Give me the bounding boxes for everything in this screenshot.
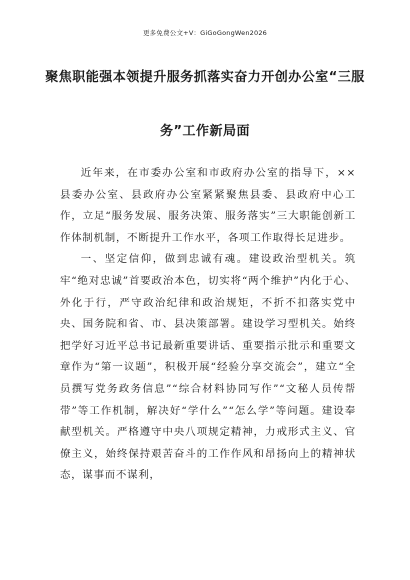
document-title-line-1: 聚焦职能强本领提升服务抓落实奋力开创办公室“三服 (45, 70, 365, 85)
body-paragraph: 一、坚定信仰，做到忠诚有魂。建设政治型机关。筑牢“绝对忠诚”首要政治本色，切实将“两个维护”内化于心、外化于行，严守政治纪律和政治规矩，不折不扣落实党中央、国务院和省、市、县决策部署。建设学习型机关。始终把学好习近平总书记最新重要讲话、重要指示批示和重要文章作为“第一议题”，积极开展“经验分享交流会”，建立“全员撰写党务政务信息”“综合材料协同写作”“文秘人员传帮带”等工作机制，解决好“学什么”“怎么学”等问题。建设奉献型机关。严格遵守中央八项规定精神，力戒形式主义、官僚主义，始终保持艰苦奋斗的工作作风和昂扬向上的精神状态，谋事而不谋利， (60, 253, 356, 482)
document-body (60, 163, 356, 487)
body-paragraph: 近年来，在市委办公室和市政府办公室的指导下，××县委办公室、县政府办公室紧紧聚焦县委、县政府中心工作，立足“服务发展、服务决策、服务落实”三大职能创新工作体制机制，不断提升工作水平，各项工作取得长足进步。 (60, 167, 356, 244)
document-title-line-2: 务”工作新局面 (159, 124, 251, 139)
header-note: 更多免费公文+V：GiGoGongWen2026 (142, 29, 267, 37)
